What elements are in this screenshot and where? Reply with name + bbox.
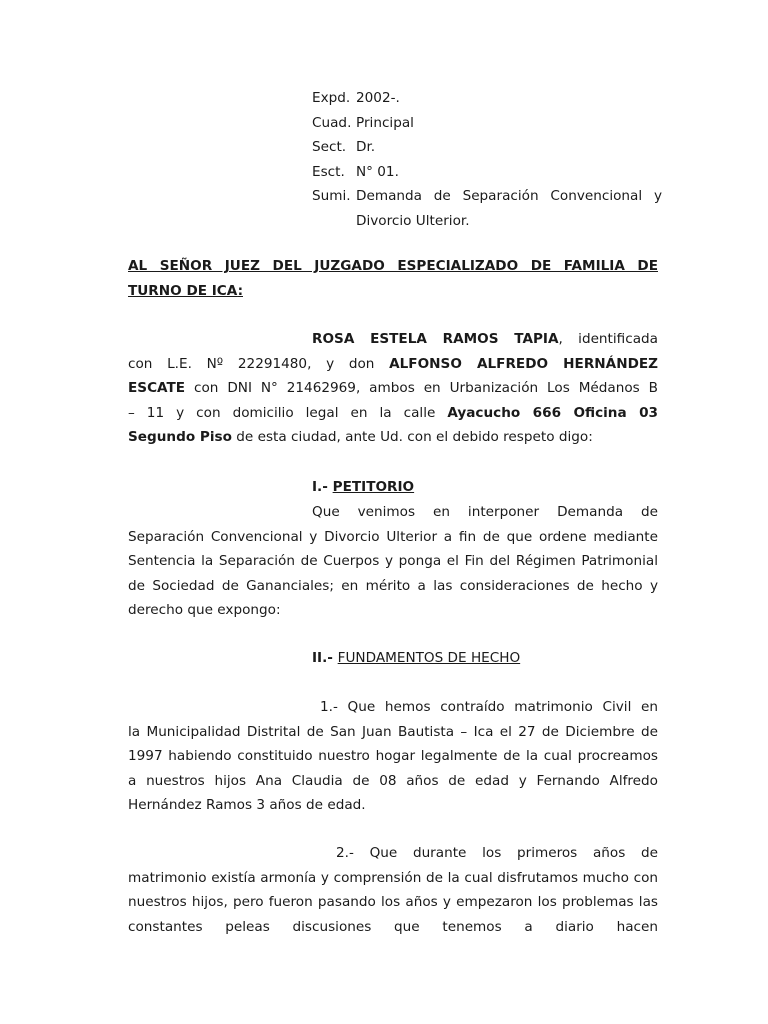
fundamento-1-paragraph — [128, 695, 658, 818]
sect-value: Dr. — [356, 139, 376, 155]
legal-address-2: Segundo Piso — [128, 429, 232, 445]
header-row-esct — [312, 160, 662, 185]
header-row-cuad — [312, 111, 662, 136]
intro-line5 — [128, 425, 658, 450]
esct-value: N° 01. — [356, 163, 399, 180]
section-petitorio-heading — [312, 475, 414, 500]
addressee-line2 — [128, 279, 658, 304]
section-1-number: I.- — [312, 479, 333, 495]
case-header — [312, 86, 662, 233]
cuad-key: Cuad. — [312, 114, 352, 131]
sect-key: Sect. — [312, 139, 347, 155]
petitorio-line1: Que venimos en interponer Demanda de — [312, 504, 658, 520]
fundamento-1-rest: la Municipalidad Distrital de San Juan Bautista – Ica el 27 de Diciembre de 1997 habiendo constituido nuestro hogar legalmente de la cual procreamos a nuestros hijos Ana Claudia de 08 años de edad y Fernando Alfredo Hernández Ramos 3 años de edad. — [128, 723, 658, 813]
section-fundamentos-heading — [312, 646, 520, 671]
expd-key: Expd. — [312, 90, 351, 106]
intro-line1 — [128, 327, 658, 352]
intro-text-4: – 11 y con domicilio legal en la calle — [128, 404, 448, 421]
intro-text-3: con DNI N° 21462969, ambos en Urbanización Los Médanos B — [185, 380, 658, 396]
petitorio-rest: Separación Convencional y Divorcio Ulterior a fin de que ordene mediante Sentencia la Separación de Cuerpos y ponga el Fin del Régimen Patrimonial de Sociedad de Gananciales; en mérito a las consideraciones de hecho y derecho que expongo: — [128, 528, 658, 618]
fundamento-2-line1: 2.- Que durante los primeros años de — [336, 845, 658, 861]
header-row-expd — [312, 86, 662, 111]
intro-text-5: de esta ciudad, ante Ud. con el debido respeto digo: — [231, 429, 593, 445]
plaintiff-name-2b: ESCATE — [128, 380, 186, 396]
expd-value: 2002-. — [356, 90, 400, 106]
section-2-number: II.- — [312, 650, 338, 666]
intro-paragraph — [128, 327, 658, 450]
section-2-title: FUNDAMENTOS DE HECHO — [337, 650, 521, 666]
header-row-sumi — [312, 184, 662, 209]
intro-text-1: , identificada — [558, 331, 658, 347]
addressee-line1: AL SEÑOR JUEZ DEL JUZGADO ESPECIALIZADO DE FAMILIA DE — [128, 258, 658, 274]
section-1-title: PETITORIO — [332, 479, 415, 495]
intro-text-2: con L.E. Nº 22291480, y don — [128, 355, 390, 372]
intro-line2 — [128, 352, 658, 377]
petitorio-paragraph — [128, 500, 658, 623]
plaintiff-name-1: ROSA ESTELA RAMOS TAPIA — [312, 331, 559, 347]
esct-key: Esct. — [312, 163, 345, 180]
fundamento-1-line1: 1.- Que hemos contraído matrimonio Civil en — [320, 699, 658, 715]
addressee-line2-text: TURNO DE ICA — [128, 282, 238, 299]
legal-address-1: Ayacucho 666 Oficina 03 — [447, 404, 658, 421]
sumi-key: Sumi. — [312, 188, 351, 204]
plaintiff-name-2a: ALFONSO ALFREDO HERNÁNDEZ — [389, 355, 658, 372]
header-row-sect — [312, 135, 662, 160]
addressee — [128, 254, 658, 303]
intro-line3 — [128, 376, 658, 401]
fundamento-2-paragraph — [128, 841, 658, 939]
addressee-colon: : — [237, 282, 243, 299]
fundamento-2-rest: matrimonio existía armonía y comprensión de la cual disfrutamos mucho con nuestros hijos, pero fueron pasando los años y empezaron los problemas las constantes peleas discusiones que tenemos a diario hacen — [128, 869, 658, 935]
cuad-value: Principal — [356, 114, 414, 131]
intro-line4 — [128, 401, 658, 426]
sumi-value-line2: Divorcio Ulterior. — [356, 212, 470, 229]
sumi-value-line1: Demanda de Separación Convencional y — [356, 188, 662, 204]
